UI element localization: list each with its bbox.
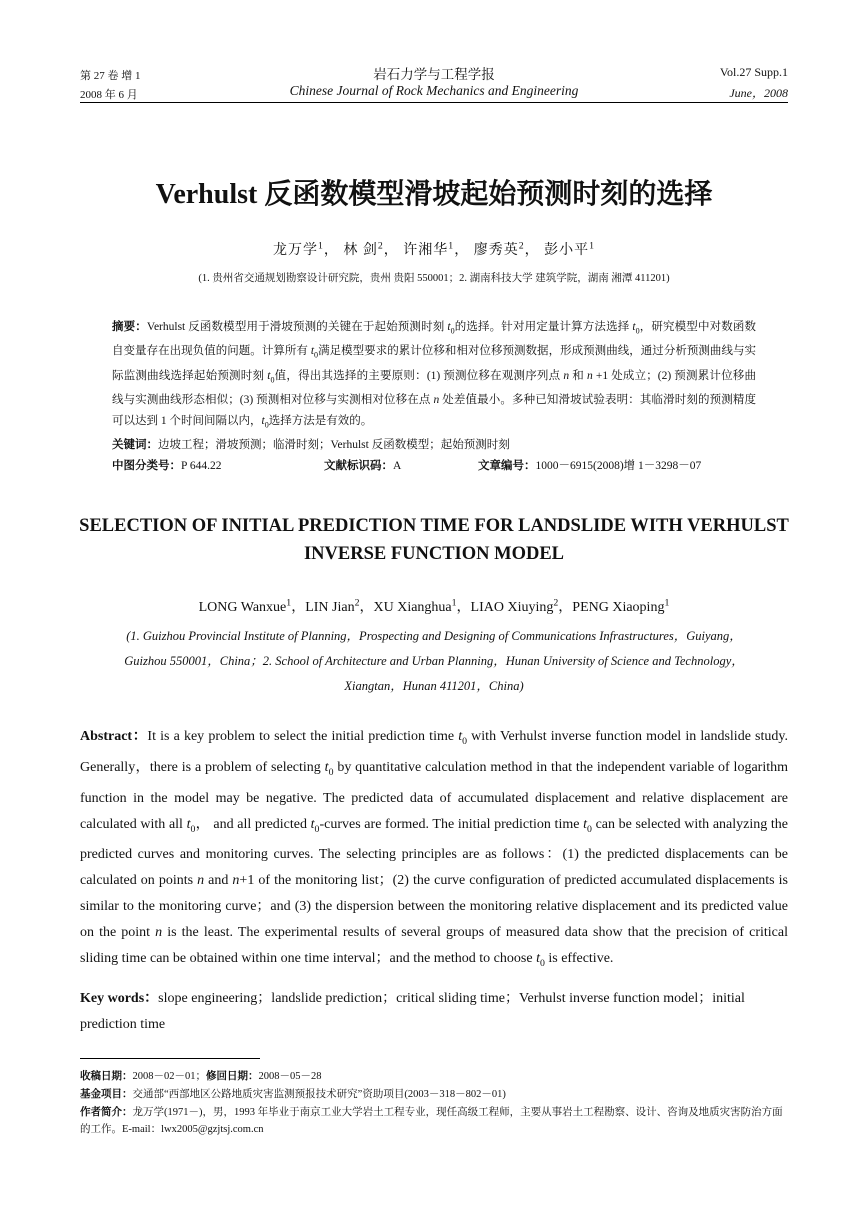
volume-cn: 第 27 卷 增 1 (80, 70, 141, 82)
symbol-t: t (310, 816, 315, 832)
abstract-cn-text: 选择方法是有效的。 (268, 414, 373, 427)
author-sup: 1 (589, 240, 596, 252)
footnote-fund: 基金项目：交通部“西部地区公路地质灾害监测预报技术研究”资助项目(2003－318－802－01) (80, 1089, 506, 1100)
volume-en: Vol.27 Supp.1 (719, 65, 788, 79)
symbol-t: t (267, 369, 271, 382)
abstract-en-text: -curves are formed. The initial prediction time (319, 816, 584, 832)
author-sup: 1 (448, 240, 455, 252)
author-en: LIAO Xiuying (470, 600, 554, 615)
abstract-en-text: with Verhulst inverse function model in landslide study. Generally，there is a problem of selecting (80, 729, 788, 775)
author-cn: 许湘华 (403, 243, 449, 258)
author-en: PENG Xiaoping (572, 600, 665, 615)
article-number: 文章编号：1000－6915(2008)增 1－3298－07 (478, 460, 702, 473)
symbol-sub: 0 (314, 823, 320, 835)
abstract-en-text: can be selected with analyzing the predicted curves and monitoring curves. The selecting principles are as follows：(1) the predicted displacements can be calculated on points (80, 816, 788, 889)
affiliation-cn: (1. 贵州省交通规划勘察设计研究院，贵州 贵阳 550001；2. 湖南科技大学 建筑学院，湖南 湘潭 411201) (198, 273, 670, 284)
symbol-t: t (310, 345, 315, 358)
abstract-cn-text: 值，得出其选择的主要原则：(1) 预测位移在观测序列点 (274, 369, 564, 382)
keywords-cn (112, 435, 756, 456)
date-en: June，2008 (729, 86, 788, 100)
author-sup: 1 (286, 597, 292, 609)
date-cn: 2008 年 6 月 (80, 89, 138, 101)
symbol-sub: 0 (450, 326, 455, 336)
affiliation-en (90, 624, 778, 699)
abstract-cn-text: 满足模型要求的累计位移和相对位移预测数据，形成预测曲线，通过分析预测曲线与实际监测曲线选择起始预测时刻 (112, 345, 757, 382)
author-cn: 龙万学 (272, 243, 318, 258)
abstract-cn-text: Verhulst 反函数模型用于滑坡预测的关键在于起始预测时刻 (146, 321, 448, 333)
symbol-sub: 0 (314, 350, 319, 360)
symbol-t: t (536, 951, 540, 967)
abstract-cn-label: 摘要： (112, 321, 147, 333)
abstract-cn-text: 和 (569, 369, 588, 382)
symbol-sub: 0 (270, 374, 275, 384)
affiliation-en-line: Xiangtan，Hunan 411201，China) (344, 679, 524, 693)
abstract-cn (112, 317, 756, 477)
journal-name-cn: 岩石力学与工程学报 (373, 67, 495, 82)
keywords-cn-text: 边坡工程；滑坡预测；临滑时刻；Verhulst 反函数模型；起始预测时刻 (158, 439, 510, 452)
authors-cn: 龙万学$^1$， 林 剑$^2$， 许湘华$^1$， 廖秀英$^2$， 彭小平$^1$ (272, 240, 596, 258)
footnote-dates: 收稿日期：2008－02－01；修回日期：2008－05－28 (80, 1071, 322, 1082)
author-sup: 2 (553, 597, 559, 609)
document-code: 文献标识码：A (324, 460, 402, 473)
symbol-n: n (155, 925, 163, 941)
symbol-t: t (458, 729, 463, 744)
abstract-cn-text: 的选择。针对用定量计算方法选择 (454, 321, 633, 333)
symbol-sub: 0 (587, 823, 592, 835)
journal-name-en: Chinese Journal of Rock Mechanics and Engineering (289, 83, 579, 98)
keywords-cn-label: 关键词： (112, 439, 158, 452)
symbol-t: t (583, 816, 587, 832)
keywords-en-text: slope engineering；landslide prediction；critical sliding time；Verhulst inverse function model；initial prediction time (80, 991, 745, 1032)
footnote-rule (80, 1058, 260, 1059)
symbol-sub: 0 (462, 735, 468, 747)
author-cn: 林 剑 (343, 243, 378, 258)
abstract-en-text: It is a key problem to select the initial prediction time (147, 729, 459, 744)
symbol-sub: 0 (635, 326, 640, 336)
title-en: SELECTION OF INITIAL PREDICTION TIME FOR LANDSLIDE WITH VERHULST INVERSE FUNCTION MODEL (79, 516, 789, 564)
abstract-en-text: ， and all predicted (195, 816, 311, 832)
affiliation-en-line: (1. Guizhou Provincial Institute of Planning，Prospecting and Designing of Communications Infrastructures，Guiyang， (126, 629, 742, 643)
author-sup: 1 (451, 597, 457, 609)
header-rule (80, 102, 788, 103)
abstract-en-text: by quantitative calculation method in that the independent variable of logarithm function in the model may be negative. The predicted data of accumulated displacement and relative displacement are calculated with all (80, 759, 788, 832)
symbol-t: t (324, 759, 329, 775)
keywords-en-label: Key words： (80, 991, 159, 1006)
symbol-t: t (186, 816, 191, 832)
abstract-en-text: is effective. (544, 951, 614, 967)
symbol-n: n (563, 369, 570, 382)
abstract-en-text: is the least. The experimental results of several groups of measured data show that the precision of critical sliding time can be obtained within one time interval；and the method to choose (80, 925, 788, 967)
author-en: XU Xianghua (373, 600, 452, 615)
symbol-t: t (632, 321, 636, 333)
clc-number: 中图分类号：P 644.22 (112, 460, 222, 473)
abstract-en-label: Abstract： (80, 729, 148, 744)
author-sup: 2 (354, 597, 360, 609)
author-en: LONG Wanxue (198, 600, 287, 615)
title-cn: Verhulst 反函数模型滑坡起始预测时刻的选择 (155, 179, 713, 210)
abstract-en-text: +1 of the monitoring list；(2) the curve configuration of predicted accumulated displacements is similar to the monitoring curve；and (3) the dispersion between the monitoring relative displacement and its predicted value on the point (80, 873, 789, 941)
classification-line (112, 456, 756, 477)
authors-en: LONG Wanxue$^1$，LIN Jian$^2$，XU Xianghua$^1$，LIAO Xiuying$^2$，PENG Xiaoping$^1$ (198, 597, 670, 615)
symbol-n: n (433, 393, 440, 406)
author-sup: 2 (518, 240, 525, 252)
symbol-t: t (261, 414, 265, 427)
symbol-n: n (232, 873, 240, 889)
symbol-sub: 0 (190, 823, 196, 835)
symbol-sub: 0 (328, 766, 334, 778)
symbol-sub: 0 (539, 958, 545, 970)
abstract-en (80, 724, 788, 977)
affiliation-en-line: Guizhou 550001，China；2. School of Architecture and Urban Planning，Hunan University of Science and Technology， (124, 654, 744, 668)
abstract-cn-text: 处差值最小。多种已知滑坡试验表明：其临滑时刻的预测精度可以达到 1 个时间间隔以内， (112, 393, 756, 427)
abstract-cn-text: +1 处成立；(2) 预测累计位移曲线与实测曲线形态相似；(3) 预测相对位移与实测相对位移在点 (112, 369, 757, 406)
author-sup: 1 (664, 597, 670, 609)
symbol-n: n (587, 369, 593, 382)
abstract-en-text: and (204, 873, 233, 889)
author-cn: 廖秀英 (473, 243, 519, 258)
symbol-t: t (447, 321, 451, 333)
symbol-n: n (197, 873, 205, 889)
symbol-sub: 0 (264, 420, 269, 430)
abstract-cn-text: ，研究模型中对数函数自变量存在出现负值的问题。计算所有 (112, 321, 757, 358)
author-sup: 2 (377, 240, 384, 252)
author-en: LIN Jian (305, 600, 355, 615)
author-sup: 1 (317, 240, 324, 252)
footnote-author-bio: 作者简介：龙万学(1971－)，男，1993 年毕业于南京工业大学岩土工程专业，现任高级工程师，主要从事岩土工程勘察、设计、咨询及地质灾害防治方面的工作。E-mail：lwx2005@gzjtsj.com.cn (80, 1107, 783, 1135)
keywords-en (80, 986, 788, 1038)
author-cn: 彭小平 (544, 243, 590, 258)
